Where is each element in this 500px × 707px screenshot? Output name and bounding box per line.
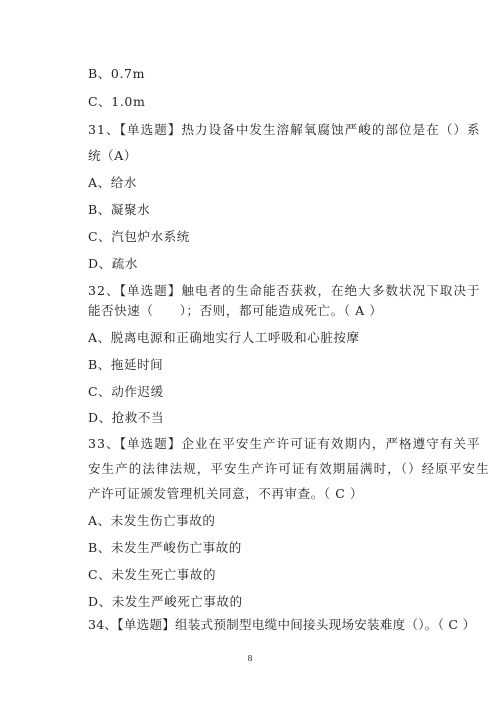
question-33-line-1: 33、【单选题】企业在平安生产许可证有效期内，严格遵守有关平 [88,436,481,451]
option-b-q32: B、拖延时间 [88,357,164,372]
option-a-q32: A、脱离电源和正确地实行人工呼吸和心脏按摩 [88,330,360,345]
question-31-line-1: 31、【单选题】热力设备中发生溶解氧腐蚀严峻的部位是在（）系 [88,122,481,137]
question-32-line-1: 32、【单选题】触电者的生命能否获救，在绝大多数状况下取决于 [88,283,481,298]
option-d-q32: D、抢救不当 [88,410,165,425]
option-d-q33: D、未发生严峻死亡事故的 [88,594,243,609]
option-c-q33: C、未发生死亡事故的 [88,567,217,582]
question-34-line-1: 34、【单选题】组装式预制型电缆中间接头现场安装难度（）。（ C ） [88,617,476,632]
option-a-q31: A、给水 [88,175,137,190]
option-c-q31: C、汽包炉水系统 [88,229,190,244]
question-33-line-2: 安生产的法律法规，平安生产许可证有效期届满时，（）经原平安生 [88,461,490,476]
question-33-line-3: 产许可证颁发管理机关同意，不再审查。（ C ） [88,486,364,501]
option-b-q30: B、0.7m [88,66,146,81]
option-a-q33: A、未发生伤亡事故的 [88,513,216,528]
option-b-q31: B、凝聚水 [88,202,151,217]
option-d-q31: D、疏水 [88,256,138,271]
option-b-q33: B、未发生严峻伤亡事故的 [88,540,242,555]
option-c-q30: C、1.0m [88,94,146,109]
question-32-line-2: 能否快速（ ）；否则，都可能造成死亡。（ A ） [88,303,383,318]
page-number: 8 [247,654,253,663]
question-31-line-2: 统（A） [88,148,137,163]
option-c-q32: C、动作迟缓 [88,384,164,399]
